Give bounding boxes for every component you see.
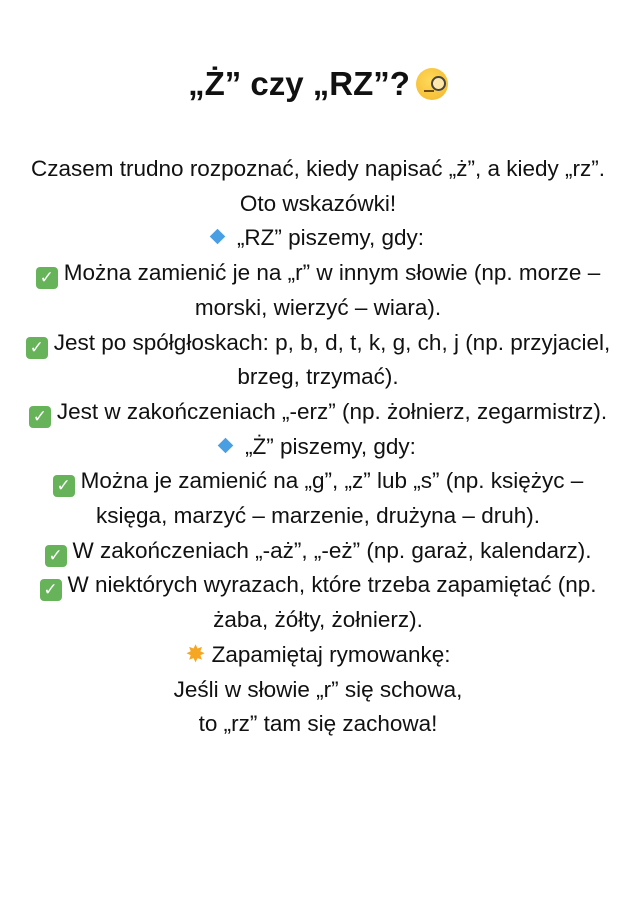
check-mark-icon: ✓ [40, 579, 62, 601]
rule-text: Można je zamienić na „g”, „z” lub „s” (np. księżyc – księga, marzyć – marzenie, drużyna – druh). [80, 468, 584, 529]
heading-text: „Ż” piszemy, gdy: [245, 433, 416, 459]
heading-text: Zapamiętaj rymowankę: [211, 641, 451, 667]
rule-item [23, 256, 613, 325]
page-title [0, 62, 636, 106]
blue-diamond-icon [210, 229, 226, 245]
document-body [23, 152, 613, 742]
rhyme-heading [23, 638, 613, 673]
rhyme-line: to „rz” tam się zachowa! [198, 711, 438, 737]
section-heading-z [23, 430, 613, 465]
intro-text: Czasem trudno rozpoznać, kiedy napisać „ż”, a kiedy „rz”. Oto wskazówki! [31, 156, 605, 216]
face-with-monocle-icon [416, 68, 448, 100]
section-heading-rz [23, 221, 613, 256]
heading-text: „RZ” piszemy, gdy: [236, 225, 425, 251]
rule-item [23, 464, 613, 533]
rule-item [23, 326, 613, 395]
title-text: „Ż” czy „RZ”? [188, 65, 410, 102]
check-mark-icon: ✓ [45, 545, 67, 567]
blue-diamond-icon [218, 437, 234, 453]
rule-text: Jest w zakończeniach „-erz” (np. żołnierz, zegarmistrz). [56, 398, 608, 424]
rule-item [23, 534, 613, 569]
check-mark-icon: ✓ [53, 475, 75, 497]
check-mark-icon: ✓ [36, 267, 58, 289]
rule-item [23, 568, 613, 637]
check-mark-icon: ✓ [29, 406, 51, 428]
rule-text: W niektórych wyrazach, które trzeba zapamiętać (np. żaba, żółty, żołnierz). [67, 572, 597, 633]
rule-text: Można zamienić je na „r” w innym słowie (np. morze – morski, wierzyć – wiara). [63, 260, 601, 320]
rhyme-line: Jeśli w słowie „r” się schowa, [173, 676, 463, 702]
glowing-star-icon: ✸ [185, 639, 206, 668]
rule-text: W zakończeniach „-aż”, „-eż” (np. garaż, kalendarz). [72, 537, 592, 563]
check-mark-icon: ✓ [26, 337, 48, 359]
rule-text: Jest po spółgłoskach: p, b, d, t, k, g, ch, j (np. przyjaciel, brzeg, trzymać). [53, 329, 611, 390]
rule-item [23, 395, 613, 430]
